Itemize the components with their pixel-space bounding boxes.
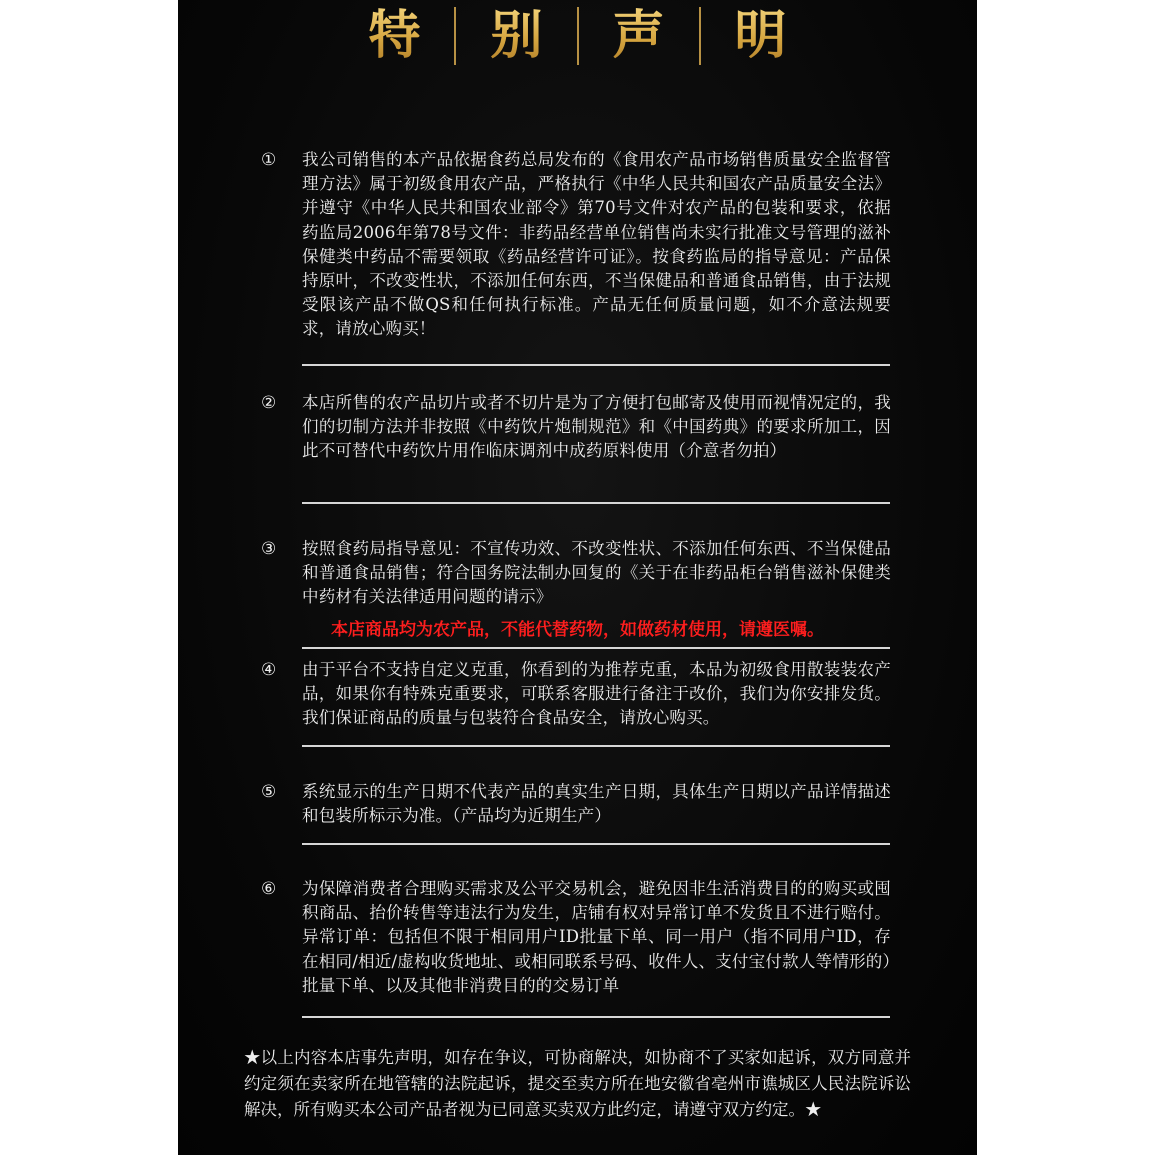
- title-char-1: 特: [334, 6, 454, 66]
- statement-item-3: [261, 537, 891, 610]
- title-divider: [577, 7, 579, 65]
- statement-item-5: [261, 780, 891, 828]
- divider-line: [302, 1016, 890, 1018]
- title-char-3: 声: [579, 6, 699, 66]
- item-number: ⑤: [261, 782, 277, 802]
- item-text: 按照食药局指导意见：不宣传功效、不改变性状、不添加任何东西、不当保健品和普通食品销售；符合国务院法制办回复的《关于在非药品柜台销售滋补保健类中药材有关法律适用问题的请示》: [302, 539, 891, 607]
- page-title: [178, 0, 977, 72]
- statement-panel: [178, 0, 977, 1155]
- divider-line: [302, 502, 890, 504]
- title-divider: [699, 7, 701, 65]
- title-divider: [454, 7, 456, 65]
- warning-notice: 本店商品均为农产品，不能代替药物，如做药材使用，请遵医嘱。: [331, 620, 824, 640]
- statement-item-6: [261, 877, 891, 998]
- statement-item-1: [261, 148, 891, 342]
- closing-statement: ★以上内容本店事先声明，如存在争议，可协商解决，如协商不了买家如起诉，双方同意并约定须在卖家所在地管辖的法院起诉，提交至卖方所在地安徽省亳州市谯城区人民法院诉讼解决，所有购买本公司产品者视为已同意买卖双方此约定，请遵守双方约定。★: [244, 1048, 911, 1119]
- statement-item-2: [261, 391, 891, 464]
- item-text: 系统显示的生产日期不代表产品的真实生产日期，具体生产日期以产品详情描述和包装所标示为准。（产品均为近期生产）: [302, 782, 891, 826]
- title-char-2: 别: [456, 6, 576, 66]
- divider-line: [302, 647, 890, 649]
- divider-line: [302, 364, 890, 366]
- item-text: 我公司销售的本产品依据食药总局发布的《食用农产品市场销售质量安全监督管理方法》属于初级食用农产品，严格执行《中华人民共和国农产品质量安全法》并遵守《中华人民共和国农业部令》第70号文件对农产品的包装和要求，依据药监局2006年第78号文件：非药品经营单位销售尚未实行批准文号管理的滋补保健类中药品不需要领取《药品经营许可证》。按食药监局的指导意见：产品保持原叶，不改变性状，不添加任何东西，不当保健品和普通食品销售，由于法规受限该产品不做QS和任何执行标准。产品无任何质量问题，如不介意法规要求，请放心购买！: [302, 150, 891, 339]
- item-number: ⑥: [261, 879, 277, 899]
- item-number: ③: [261, 539, 277, 559]
- item-text: 由于平台不支持自定义克重，你看到的为推荐克重，本品为初级食用散装装农产品，如果你有特殊克重要求，可联系客服进行备注于改价，我们为你安排发货。我们保证商品的质量与包装符合食品安全，请放心购买。: [302, 660, 891, 728]
- statement-item-4: [261, 658, 891, 731]
- item-text: 为保障消费者合理购买需求及公平交易机会，避免因非生活消费目的的购买或囤积商品、抬价转售等违法行为发生，店铺有权对异常订单不发货且不进行赔付。异常订单：包括但不限于相同用户ID批量下单、同一用户（指不同用户ID，存在相同/相近/虚构收货地址、或相同联系号码、收件人、支付宝付款人等情形的）批量下单、以及其他非消费目的的交易订单: [302, 879, 891, 995]
- divider-line: [302, 745, 890, 747]
- item-number: ①: [261, 150, 277, 170]
- title-char-4: 明: [701, 6, 821, 66]
- item-text: 本店所售的农产品切片或者不切片是为了方便打包邮寄及使用而视情况定的，我们的切制方法并非按照《中药饮片炮制规范》和《中国药典》的要求所加工，因此不可替代中药饮片用作临床调剂中成药原料使用（介意者勿拍）: [302, 393, 891, 461]
- divider-line: [302, 843, 890, 845]
- item-number: ②: [261, 393, 277, 413]
- item-number: ④: [261, 660, 277, 680]
